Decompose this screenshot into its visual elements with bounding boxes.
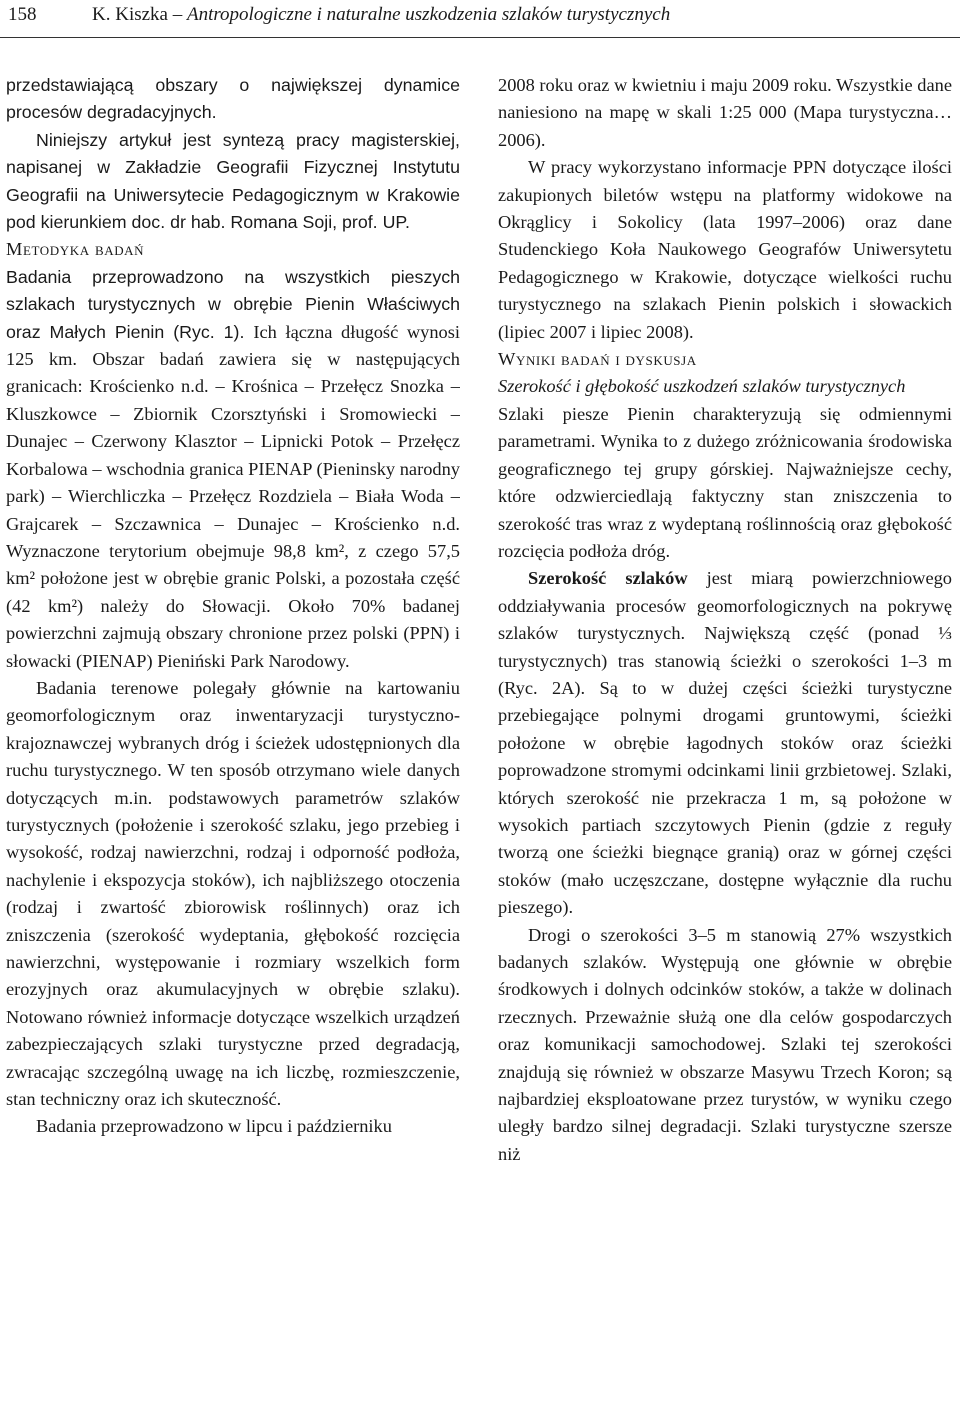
paragraph-data-sources: W pracy wykorzystano informacje PPN dotyczące ilości zakupionych biletów wstępu na platformy widokowe na Okrąglicy i Sokolicy (lata 1997–2006) oraz dane Studenckiego Koła Naukowego Geografów Uniwersytetu Pedagogicznego w Krakowie, dotyczące wielkości ruchu turystycznego na szlakach Pienin polskich i słowackich (lipiec 2007 i lipiec 2008). (498, 157, 952, 342)
paragraph-roads-3-5m: Drogi o szerokości 3–5 m stanowią 27% wszystkich badanych szlaków. Występują one głównie w obrębie środkowych i dolnych odcinków stoków, a także w dolinach rzecznych. Przeważnie służą one dla celów gospodarczych oraz komunikacji samochodowej. Szlaki tej szerokości znajdują się również w obszarze Masywu Trzech Koron; są najbardziej eksploatowane przez turystów, w wyniku czego uległy bardzo silnej degradacji. Szlaki turystyczne szersze niż (498, 924, 952, 1164)
study-area-serif-part: Ich łączna długość wynosi 125 km. Obszar badań zawiera się w następujących granicach: Krościenko n.d. – Krośnica – Przełęcz Snozka – Kluszkowce – Zbiornik Czorsztyński i Sromowiecki – Dunajec – Czerwony Klasztor – Lipnicki Potok – Przełęcz Korbalowa – wschodnia granica PIENAP (Pieninsky narodny park) – Wierchliczka – Przełęcz Rozdziela – Biała Woda – Grajcarek – Szczawnica – Dunajec – Krościenko n.d. Wyznaczone terytorium obejmuje 98,8 km², z czego 57,5 km² położone jest w obrębie granic Polski, a pozostała część (42 km²) należy do Słowacji. Około 70% badanej powierzchni zajmują obszary chronione przez polski (PPN) i słowacki (PIENAP) Pieniński Park Narodowy. (6, 321, 460, 671)
running-title (92, 0, 670, 30)
header-rule (0, 37, 960, 38)
page-number: 158 (8, 4, 37, 25)
subsection-heading-width-depth: Szerokość i głębokość uszkodzeń szlaków turystycznych (498, 376, 906, 397)
paragraph-trail-width (498, 565, 952, 921)
section-heading-results: Wyniki badań i dyskusja (498, 349, 697, 370)
running-head (8, 0, 958, 34)
paragraph-dates-start: Badania przeprowadzono w lipcu i październiku (36, 1116, 392, 1137)
author-prefix: K. Kiszka – (92, 4, 187, 25)
paragraph-trail-parameters: Szlaki piesze Pienin charakteryzują się odmiennymi parametrami. Wynika to z dużego zróżnicowania środowiska geograficznego tej grupy górskiej. Najważniejsze cechy, które odzwierciedlają faktyczny stan zniszczenia to szerokość tras wraz z wydeptaną roślinnością oraz głębokość rozcięcia podłoża dróg. (498, 403, 952, 561)
paragraph-thesis: Niniejszy artykuł jest syntezą pracy magisterskiej, napisanej w Zakładzie Geografii Fizycznej Instytutu Geografii na Uniwersytecie Pedagogicznym w Krakowie pod kierunkiem doc. dr hab. Romana Soji, prof. UP. (6, 129, 460, 233)
paragraph-fieldwork: Badania terenowe polegały głównie na kartowaniu geomorfologicznym oraz inwentaryzacji turystyczno-krajoznawczej wybranych dróg i ścieżek udostępnionych dla ruchu turystycznego. W ten sposób otrzymano wiele danych dotyczących m.in. podstawowych parametrów szlaków turystycznych (położenie i szerokość szlaku, jego przebieg i wysokość, rodzaj nawierzchni, rodzaj i odporność podłoża, nachylenie i ekspozycja stoków), ich najbliższego otoczenia (rodzaj i zwartość zbiorowisk roślinnych) oraz ich zniszczenia (szerokość wydeptania, głębokość rozcięcia nawierzchni, występowanie i rozmiary wszelkich form erozyjnych oraz akumulacyjnych w obrębie szlaku). Notowano również informacje dotyczące wszelkich urządzeń zabezpieczających szlaki turystyczne przed degradacją, zwracając szczególną uwagę na ich liczbę, rozmieszczenie, stan techniczny oraz ich skuteczność. (6, 677, 460, 1110)
term-trail-width: Szerokość szlaków (528, 568, 688, 589)
paragraph-intro-end: przedstawiającą obszary o największej dynamice procesów degradacyjnych. (6, 75, 460, 123)
paragraph-study-area (6, 264, 460, 675)
article-title: Antropologiczne i naturalne uszkodzenia szlaków turystycznych (186, 4, 671, 25)
left-column (6, 72, 460, 1410)
right-column (498, 72, 952, 1410)
section-heading-methodology: Metodyka badań (6, 239, 145, 260)
paragraph-dates-end: 2008 roku oraz w kwietniu i maju 2009 roku. Wszystkie dane naniesiono na mapę w skali 1:25 000 (Mapa turystyczna… 2006). (498, 75, 952, 150)
trail-width-text: jest miarą powierzchniowego oddziaływania procesów geomorfologicznych na pokrywę szlaków turystycznych. Największą część (ponad ⅓ turystycznych) tras stanowią ścieżki o szerokości 1–3 m (Ryc. 2A). Są to w dużej części ścieżki turystyczne przebiegające polnymi drogami gruntowymi, ścieżki położone w obrębie łagodnych stoków oraz ścieżki poprowadzone stromymi odcinkami linii grzbietowej. Szlaki, których szerokość nie przekracza 1 m, są położone w wysokich partiach szczytowych Pienin (gdzie z reguły tworzą one ścieżki biegnące granią) oraz w górnej części stoków (mało uczęszczane, dostępne wyłącznie dla ruchu pieszego). (498, 568, 952, 918)
study-area-sans-part: Badania przeprowadzono na wszystkich pieszych szlakach turystycznych w obrębie Pienin Właściwych oraz Małych Pienin (Ryc. 1). (6, 266, 460, 342)
